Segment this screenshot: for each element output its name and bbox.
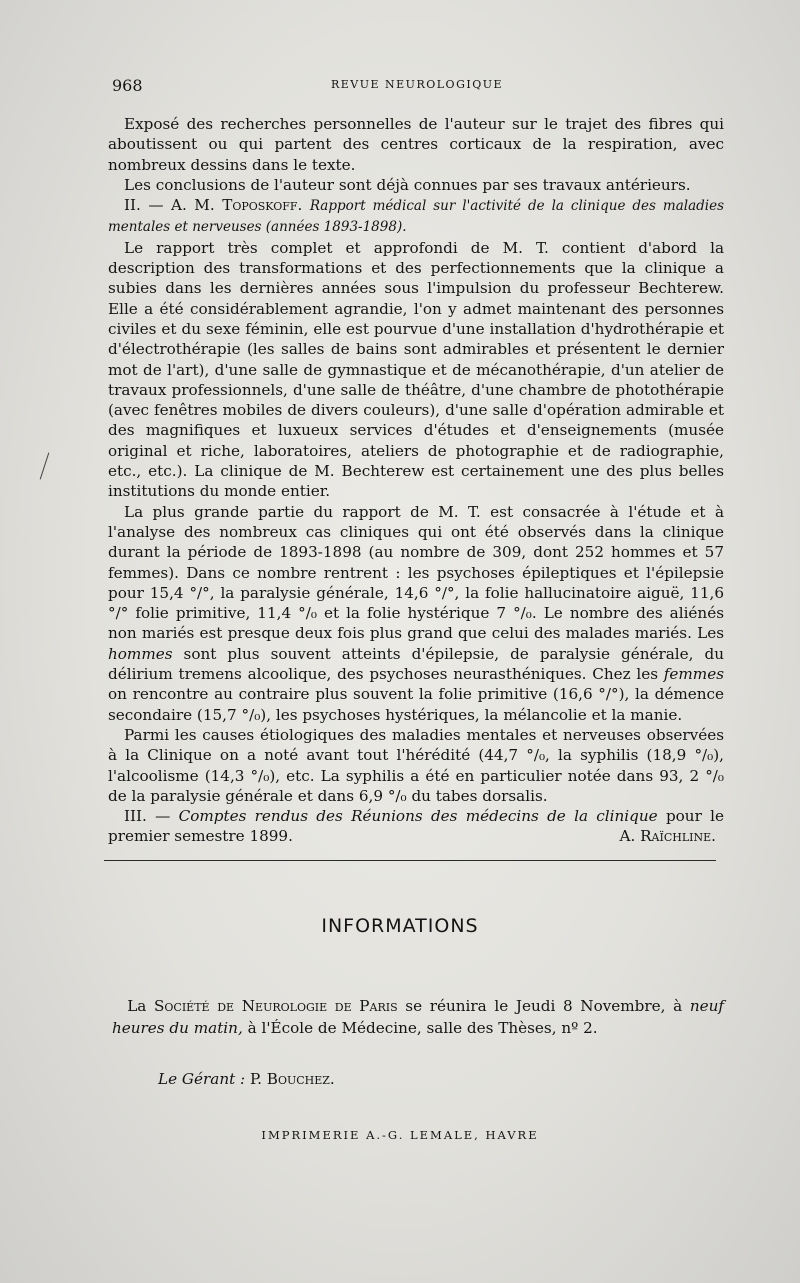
paragraph-item-ii <box>108 195 724 238</box>
author-name: Toposkoff. <box>222 196 303 215</box>
manager-name: Bouchez. <box>266 1070 335 1088</box>
paragraph-item-iii <box>108 806 724 847</box>
item-ii-prefix: II. — A. M. <box>124 196 215 215</box>
item-iii-prefix: III. — <box>124 807 171 826</box>
item-iii-suffix: pour le premier semestre 1899. <box>108 807 724 846</box>
cases-text-b: sont plus souvent atteints d'épilepsie, de paralysie générale, du délirium tremens alcoolique, des psychoses neurasthéniques. Chez les <box>108 644 725 684</box>
cases-text-a: La plus grande partie du rapport de M. T. est consacrée à l'étude et à l'analyse des nombreux cas cliniques qui ont été observés dans la clinique durant la période de 1893-1898 (au nombre de 309, dont 252 hommes et 57 femmes). Dans ce nombre rentrent : les psychoses épileptiques et l'épilepsie pour 15,4 °/°, la paralysie générale, 14,6 °/°, la folie hallucinatoire aiguë, 11,6 °/° folie primitive, 11,4 °/₀ et la folie hystérique 7 °/₀. Le nombre des aliénés non mariés est presque deux fois plus grand que celui des malades mariés. Les <box>108 502 724 643</box>
paragraph-research-summary: Exposé des recherches personnelles de l'auteur sur le trajet des fibres qui aboutissent ou qui partent des centres corticaux de la respiration, avec nombreux dessins dans le texte. <box>108 115 724 174</box>
paragraph-clinical-cases <box>108 502 724 725</box>
society-name: Société de Neurologie de Paris <box>154 997 398 1015</box>
notice-text-a: se réunira le Jeudi 8 Novembre, à <box>405 997 683 1015</box>
notice-article: La <box>127 997 147 1015</box>
signature-name: Raïchline. <box>640 827 716 846</box>
cases-text-c: on rencontre au contraire plus souvent la folie primitive (16,6 °/°), la démence secondaire (15,7 °/₀), les psychoses hystériques, la mélancolie et la manie. <box>108 685 724 724</box>
report-title: Rapport médical sur l'activité de la clinique des maladies mentales et nerveuses (années 1893-1898). <box>108 198 725 236</box>
meeting-notice <box>112 995 724 1039</box>
manager-label: Le Gérant : <box>158 1070 246 1088</box>
informations-body <box>112 995 724 1039</box>
page-header <box>112 76 722 98</box>
informations-heading: INFORMATIONS <box>321 915 479 937</box>
section-divider <box>104 860 716 861</box>
meeting-time: neuf heures du matin, <box>112 997 725 1037</box>
printer-imprint: IMPRIMERIE A.-G. LEMALE, HAVRE <box>261 1128 539 1142</box>
paragraph-conclusions: Les conclusions de l'auteur sont déjà connues par ses travaux antérieurs. <box>124 175 691 194</box>
signature-initial: A. <box>619 827 636 846</box>
running-title: REVUE NEUROLOGIQUE <box>330 78 504 91</box>
signature <box>604 826 717 846</box>
review-body <box>108 114 724 847</box>
emphasis-femmes: femmes <box>663 665 724 684</box>
page-number: 968 <box>112 76 143 95</box>
item-iii-title: Comptes rendus des Réunions des médecins de la clinique <box>178 807 658 826</box>
manager-line <box>158 1070 335 1088</box>
emphasis-hommes: hommes <box>108 644 173 663</box>
paragraph-report-description: Le rapport très complet et approfondi de M. T. contient d'abord la description des transformations et des perfectionnements que la clinique a subies dans les dernières années sous l'impulsion du professeur Bechterew. Elle a été considérablement agrandie, l'on y admet maintenant des personnes civiles et du sexe féminin, elle est pourvue d'une installation d'hydrothérapie et d'électrothérapie (les salles de bains sont admirables et présentent le dernier mot de l'art), d'une salle de gymnastique et de mécanothérapie, d'un atelier de travaux professionnels, d'une salle de théâtre, d'une chambre de photothérapie (avec fenêtres mobiles de divers couleurs), d'une salle d'opération admirable et des magnifiques et luxueux services d'études et d'enseignements (musée original et riche, laboratoires, ateliers de photographie et de radiographie, etc., etc.). La clinique de M. Bechterew est certainement une des plus belles institutions du monde entier. <box>108 238 724 501</box>
paragraph-etiology: Parmi les causes étiologiques des maladies mentales et nerveuses observées à la Clinique on a noté avant tout l'hérédité (44,7 °/₀, la syphilis (18,9 °/₀), l'alcoolisme (14,3 °/₀), etc. La syphilis a été en particulier notée dans 93, 2 °/₀ de la paralysie générale et dans 6,9 °/₀ du tabes dorsalis. <box>108 725 724 805</box>
manager-initial: P. <box>250 1070 262 1088</box>
margin-pencil-mark <box>40 453 50 480</box>
notice-text-b: à l'École de Médecine, salle des Thèses, nº 2. <box>247 1019 598 1037</box>
